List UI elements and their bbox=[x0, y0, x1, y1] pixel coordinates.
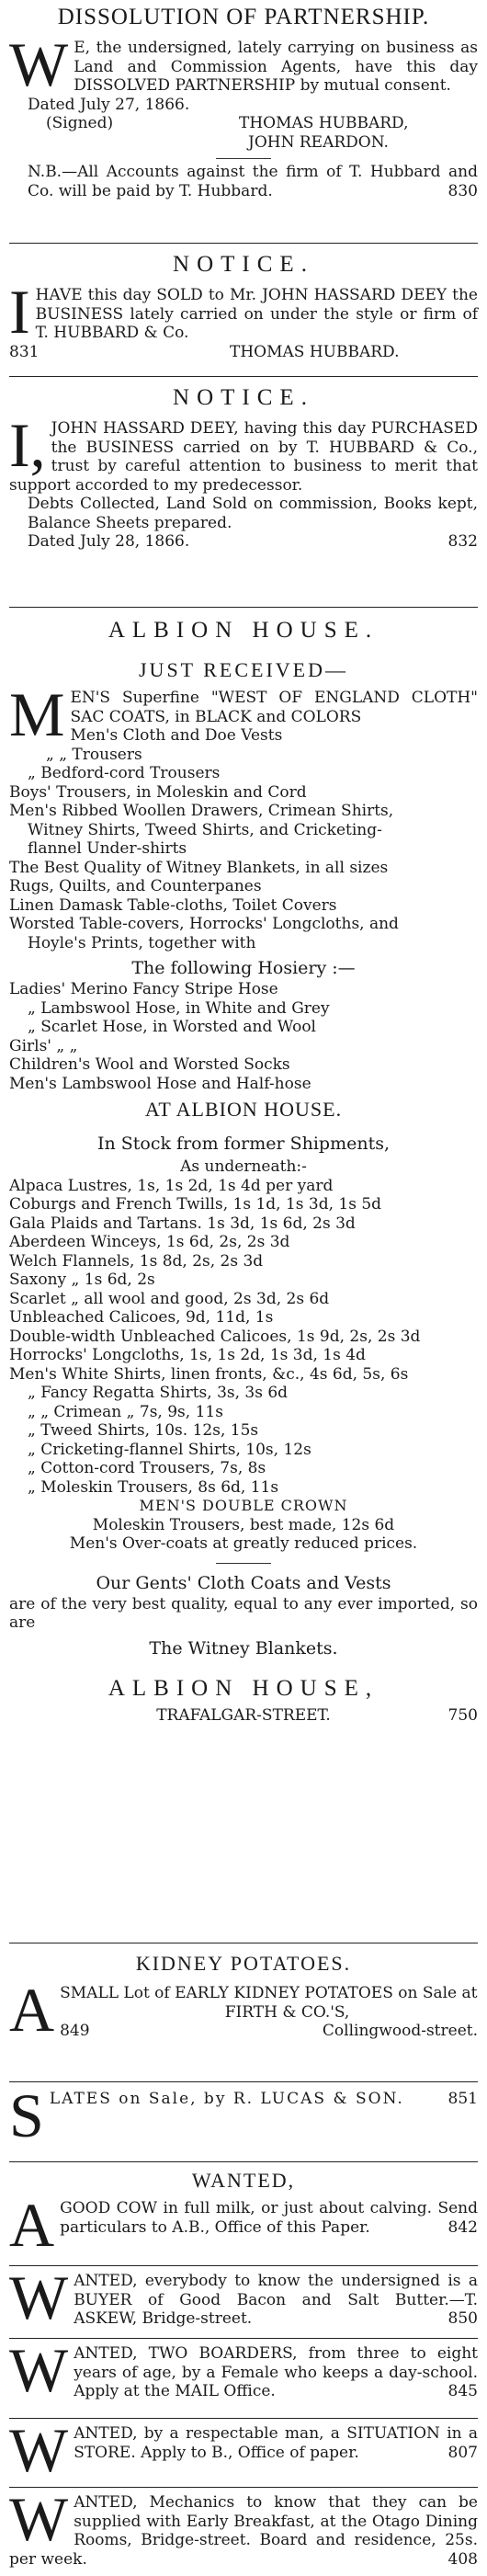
list-item: Aberdeen Winceys, 1s 6d, 2s, 2s 3d bbox=[9, 1233, 290, 1251]
ad-body: WANTED, everybody to know the undersigned is a BUYER of Good Bacon and Salt Butter.—T. ASKEW, Bridge-street. 850 bbox=[9, 2263, 478, 2332]
ad-body: I, JOHN HASSARD DEEY, having this day PURCHASED the BUSINESS carried on by T. HUBBARD & Co., trust by careful attention to business to merit that support accorded to my predecessor. bbox=[9, 410, 478, 495]
ad-dissolution-of-partnership bbox=[9, 0, 478, 244]
list-item: Men's Lambswool Hose and Half-hose bbox=[9, 1074, 311, 1093]
list-item: Alpaca Lustres, 1s, 1s 2d, 1s 4d per yard bbox=[9, 1176, 334, 1195]
list-item: „ Moleskin Trousers, 8s 6d, 11s bbox=[28, 1477, 279, 1497]
ad-number: 851 bbox=[447, 2090, 478, 2108]
ad-number: 830 bbox=[447, 181, 478, 200]
footer-heading: ALBION HOUSE, bbox=[108, 1675, 379, 1701]
drop-cap: M bbox=[9, 679, 65, 749]
list-item: flannel Under-shirts bbox=[28, 839, 187, 858]
drop-cap: W bbox=[9, 2335, 69, 2405]
drop-cap: I, bbox=[9, 410, 46, 480]
list-item: Double-width Unbleached Calicoes, 1s 9d, 2s, 2s 3d bbox=[9, 1327, 421, 1346]
list-item: „ Scarlet Hose, in Worsted and Wool bbox=[28, 1018, 316, 1036]
list-item: Scarlet „ all wool and good, 2s 3d, 2s 6d bbox=[9, 1289, 330, 1308]
moleskin-line: Moleskin Trousers, best made, 12s 6d bbox=[92, 1515, 395, 1534]
product-list bbox=[9, 726, 478, 952]
at-albion-heading: AT ALBION HOUSE. bbox=[144, 1098, 343, 1121]
signature-line: 831 THOMAS HUBBARD. bbox=[9, 342, 400, 361]
list-item: Ladies' Merino Fancy Stripe Hose bbox=[9, 980, 278, 998]
ad-notice-deey bbox=[9, 377, 478, 608]
ad-number: 849 bbox=[60, 2022, 90, 2040]
list-item: Rugs, Quilts, and Counterpanes bbox=[9, 877, 262, 895]
ad-subheading: JUST RECEIVED— bbox=[139, 658, 348, 681]
drop-cap: W bbox=[9, 2263, 69, 2332]
ad-heading: NOTICE. bbox=[173, 385, 314, 410]
ad-intro: MEN'S Superfine "WEST OF ENGLAND CLOTH" SAC COATS, in BLACK and COLORS bbox=[9, 679, 478, 749]
ad-heading: DISSOLUTION OF PARTNERSHIP. bbox=[57, 5, 430, 29]
list-item: Coburgs and French Twills, 1s 1d, 1s 3d, 1s 5d bbox=[9, 1195, 382, 1214]
drop-cap: I bbox=[9, 277, 30, 347]
list-item: „ „ Crimean „ 7s, 9s, 11s bbox=[28, 1402, 223, 1421]
ad-number: 845 bbox=[447, 2382, 478, 2400]
ad-number: 807 bbox=[447, 2443, 478, 2462]
list-item: Men's White Shirts, linen fronts, &c., 4s 6d, 5s, 6s bbox=[9, 1364, 409, 1384]
divider bbox=[216, 158, 271, 159]
list-item: „ Cotton-cord Trousers, 7s, 8s bbox=[28, 1459, 266, 1477]
ad-number: 842 bbox=[447, 2217, 478, 2237]
dated-line: Dated July 28, 1866. 832 bbox=[28, 532, 478, 551]
signature-block: (Signed) THOMAS HUBBARD, JOHN REARDON. bbox=[46, 114, 409, 152]
dated-line: Dated July 27, 1866. bbox=[28, 95, 190, 114]
ad-albion-house bbox=[9, 608, 478, 1943]
gents-body: are of the very best quality, equal to any ever imported, so are bbox=[9, 1594, 478, 1632]
list-item: „ Lambswool Hose, in White and Grey bbox=[28, 998, 330, 1018]
list-item: Hoyle's Prints, together with bbox=[28, 933, 256, 952]
list-item: „ „ Trousers bbox=[46, 745, 142, 764]
hosiery-title: The following Hosiery :— bbox=[131, 958, 356, 978]
list-item: Witney Shirts, Tweed Shirts, and Cricketing- bbox=[28, 820, 382, 839]
list-item: Men's Cloth and Doe Vests bbox=[70, 726, 283, 745]
ad-heading: ALBION HOUSE. bbox=[108, 618, 379, 643]
double-crown: MEN'S DOUBLE CROWN bbox=[139, 1497, 348, 1514]
ad-body: WANTED, TWO BOARDERS, from three to eight years of age, by a Female who keeps a day-school. Apply at the MAIL Office. 845 bbox=[9, 2335, 478, 2405]
ad-body: WANTED, Mechanics to know that they can be supplied with Early Breakfast, at the Otago Dining Rooms, Bridge-street. Board and residence, 25s. per week. 408 bbox=[9, 2484, 478, 2569]
ad-heading: KIDNEY POTATOES. bbox=[135, 1952, 352, 1975]
list-item: Boys' Trousers, in Moleskin and Cord bbox=[9, 782, 307, 802]
list-item: „ Tweed Shirts, 10s. 12s, 15s bbox=[28, 1421, 259, 1440]
ad-number: 408 bbox=[447, 2549, 478, 2569]
stock-title: In Stock from former Shipments, bbox=[96, 1134, 391, 1154]
ad-heading: NOTICE. bbox=[173, 252, 314, 277]
drop-cap: W bbox=[9, 29, 69, 99]
debts-note: Debts Collected, Land Sold on commission, Books kept, Balance Sheets prepared. bbox=[28, 495, 478, 532]
list-item: The Best Quality of Witney Blankets, in all sizes bbox=[9, 858, 389, 877]
list-item: Welch Flannels, 1s 8d, 2s, 2s 3d bbox=[9, 1251, 264, 1271]
street-name: TRAFALGAR-STREET. bbox=[156, 1705, 331, 1725]
witney-line: The Witney Blankets. bbox=[149, 1637, 338, 1658]
ad-kidney-potatoes bbox=[9, 1943, 478, 2082]
nb-note: N.B.—All Accounts against the firm of T. Hubbard and Co. will be paid by T. Hubbard. 830 bbox=[28, 163, 478, 200]
stock-list bbox=[9, 1177, 478, 1498]
list-item: „ Cricketing-flannel Shirts, 10s, 12s bbox=[28, 1440, 311, 1459]
ad-body: AGOOD COW in full milk, or just about calving. Send particulars to A.B., Office of this Paper. 842 bbox=[9, 2190, 478, 2260]
footer-street-line bbox=[9, 1706, 478, 1728]
list-item: Linen Damask Table-cloths, Toilet Covers bbox=[9, 895, 337, 915]
drop-cap: A bbox=[9, 1975, 55, 2045]
list-item: Saxony „ 1s 6d, 2s bbox=[9, 1271, 155, 1289]
ad-notice-hubbard bbox=[9, 244, 478, 377]
ad-body: IHAVE this day SOLD to Mr. JOHN HASSARD DEEY the BUSINESS lately carried on under the style or firm of T. HUBBARD & Co. bbox=[9, 277, 478, 347]
firm-name: FIRTH & CO.'S, bbox=[224, 2002, 350, 2022]
drop-cap: A bbox=[9, 2190, 55, 2260]
gents-title: Our Gents' Cloth Coats and Vests bbox=[96, 1572, 391, 1593]
ad-heading: WANTED, bbox=[191, 2169, 296, 2192]
list-item: Gala Plaids and Tartans. 1s 3d, 1s 6d, 2s 3d bbox=[9, 1214, 356, 1233]
drop-cap: W bbox=[9, 2484, 69, 2554]
ad-number: 750 bbox=[447, 1705, 478, 1725]
drop-cap: W bbox=[9, 2415, 69, 2485]
ad-wanted-mechanics bbox=[9, 2484, 478, 2576]
list-item: Men's Ribbed Woollen Drawers, Crimean Shirts, bbox=[9, 802, 394, 820]
list-item: Unbleached Calicoes, 9d, 11d, 1s bbox=[9, 1308, 274, 1327]
drop-cap: S bbox=[9, 2080, 44, 2150]
ad-wanted-boarders bbox=[9, 2335, 478, 2419]
list-item: „ Bedford-cord Trousers bbox=[28, 764, 221, 782]
list-item: Girls' „ „ bbox=[9, 1036, 78, 1055]
ad-number: 831 bbox=[9, 342, 40, 361]
ad-number: 850 bbox=[447, 2309, 478, 2328]
divider bbox=[216, 1563, 271, 1564]
overcoats-line: Men's Over-coats at greatly reduced prices. bbox=[69, 1534, 418, 1553]
as-under: As underneath:- bbox=[180, 1157, 307, 1176]
ad-body: ASMALL Lot of EARLY KIDNEY POTATOES on Sale at bbox=[9, 1975, 478, 2045]
hosiery-list bbox=[9, 980, 478, 1093]
ad-slates bbox=[9, 2080, 478, 2162]
ad-wanted-situation bbox=[9, 2415, 478, 2488]
ad-body: WANTED, by a respectable man, a SITUATION in a STORE. Apply to B., Office of paper. 807 bbox=[9, 2415, 478, 2485]
list-item: Children's Wool and Worsted Socks bbox=[9, 1055, 290, 1074]
ad-body: W E, the undersigned, lately carrying on business as Land and Commission Agents, have this day DISSOLVED PARTNERSHIP by mutual consent. bbox=[9, 29, 478, 99]
ad-number: 832 bbox=[447, 532, 478, 551]
ad-wanted-buyer bbox=[9, 2263, 478, 2339]
list-item: Horrocks' Longcloths, 1s, 1s 2d, 1s 3d, 1s 4d bbox=[9, 1346, 366, 1364]
ad-wanted-cow bbox=[9, 2162, 478, 2266]
list-item: „ Fancy Regatta Shirts, 3s, 3s 6d bbox=[28, 1384, 289, 1402]
number-line: 849 Collingwood-street. bbox=[60, 2022, 478, 2040]
list-item: Worsted Table-covers, Horrocks' Longcloths, and bbox=[9, 915, 399, 933]
ad-body: SLATES on Sale, by R. LUCAS & SON. 851 bbox=[9, 2080, 478, 2150]
